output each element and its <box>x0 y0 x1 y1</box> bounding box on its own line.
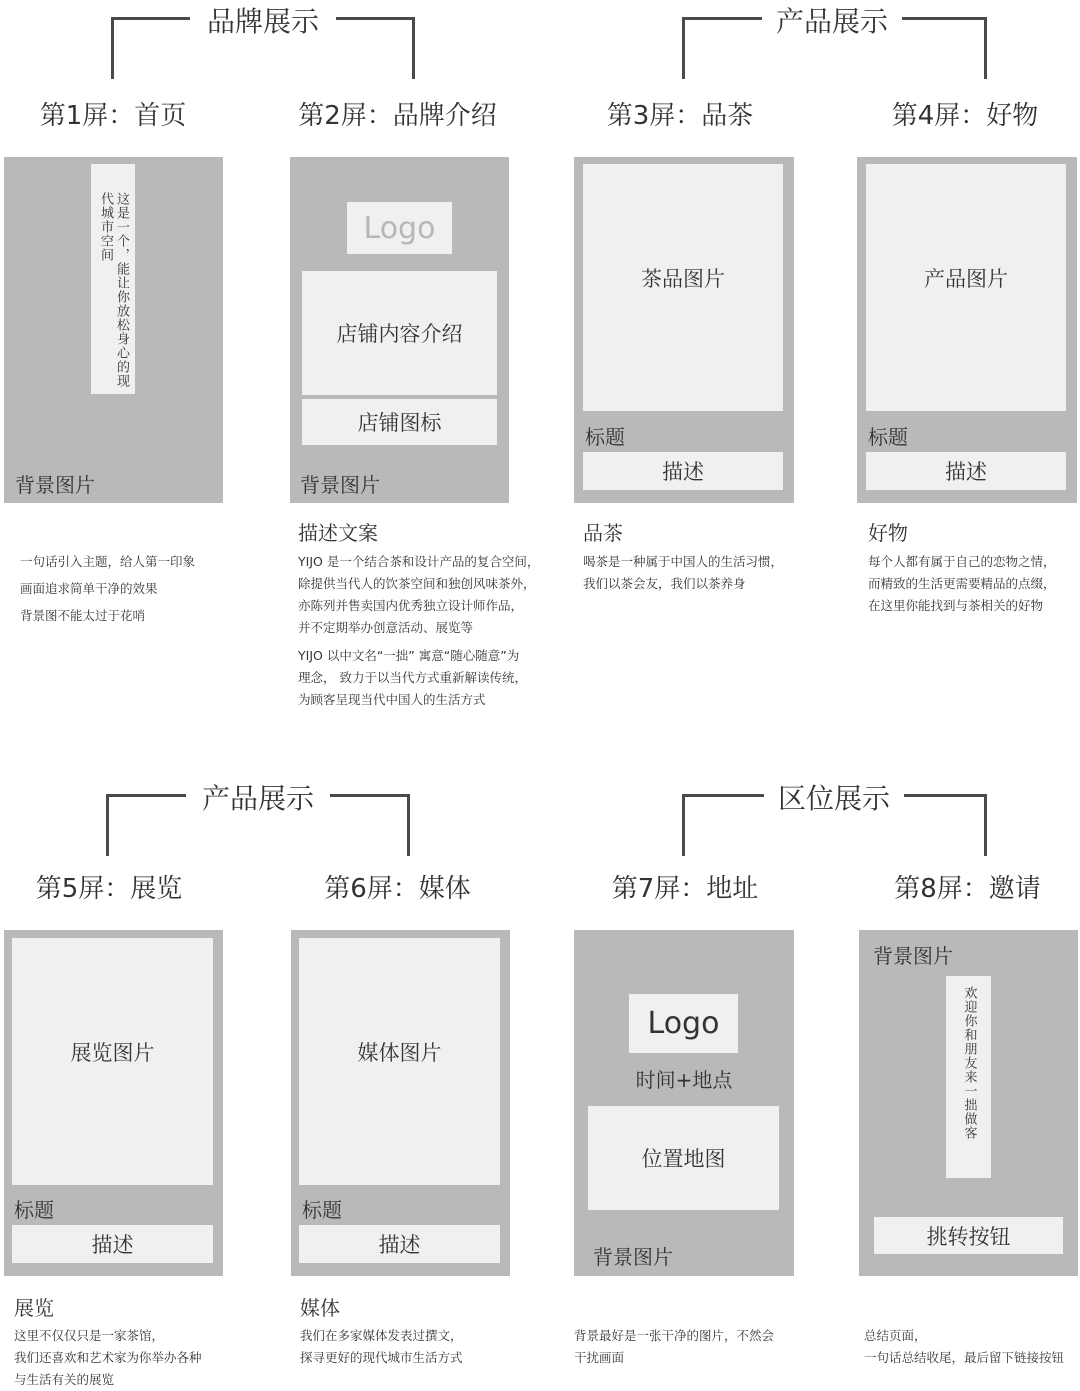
screen-3-description <box>583 551 783 595</box>
screen-6-caption: 媒体 <box>300 1296 340 1320</box>
screen-8-title: 第8屏：邀请 <box>894 874 1041 904</box>
screen-7-logo-panel <box>629 994 738 1053</box>
screen-7-time-place: 时间+地点 <box>635 1068 733 1092</box>
screen-6-mockup <box>291 930 510 1276</box>
group-title-product-top: 产品展示 <box>775 5 888 38</box>
screen-5-mockup <box>4 930 223 1276</box>
group-title-product-bottom: 产品展示 <box>201 782 314 815</box>
screen-8-vertical-text: 欢迎你和朋友来一拙做客 <box>961 986 977 1140</box>
screen-7-desc-line: 干扰画面 <box>574 1350 625 1365</box>
screen-1-desc-line: 一句话引入主题，给人第一印象 <box>20 554 196 569</box>
screen-3-mockup <box>574 157 794 503</box>
screen-1-desc-line: 画面追求简单干净的效果 <box>20 581 158 596</box>
screen-2-bg-label: 背景图片 <box>300 473 380 497</box>
screen-7-mockup <box>574 930 794 1276</box>
screen-4-mockup <box>857 157 1077 503</box>
screen-1-bg-label: 背景图片 <box>15 473 95 497</box>
screen-2-icon-panel: 店铺图标 <box>302 399 497 445</box>
screen-5-desc-line: 这里不仅仅只是一家茶馆， <box>14 1328 165 1343</box>
screen-8-text-panel <box>946 976 991 1178</box>
screen-1-text-panel <box>91 164 135 394</box>
screen-7-title: 第7屏：地址 <box>611 874 759 904</box>
screen-2-desc-line: 理念， 致力于以当代方式重新解读传统， <box>298 670 527 685</box>
screen-4-heading-label: 标题 <box>868 425 908 449</box>
screen-2-caption: 描述文案 <box>298 521 378 545</box>
screen-8-button-panel: 挑转按钮 <box>874 1217 1063 1254</box>
screen-3-caption: 品茶 <box>583 521 623 545</box>
screen-4-image-panel: 产品图片 <box>866 164 1066 411</box>
screen-7-logo: Logo <box>647 1006 720 1041</box>
screen-6-desc-line: 探寻更好的现代城市生活方式 <box>300 1350 463 1365</box>
group-title-location: 区位展示 <box>777 782 890 815</box>
screen-2-desc-line: 为顾客呈现当代中国人的生活方式 <box>298 692 486 707</box>
screen-4-desc-line: 每个人都有属于自己的恋物之情， <box>868 554 1056 569</box>
screen-1-mockup <box>4 157 223 503</box>
screen-8-desc-line: 总结页面， <box>864 1328 927 1343</box>
screen-6-heading-label: 标题 <box>302 1198 342 1222</box>
screen-1-vertical-text: 这是一个，能让你放松身心的现代城市空间 <box>98 192 129 388</box>
screen-7-description <box>574 1325 774 1369</box>
screen-3-title: 第3屏：品茶 <box>606 101 754 131</box>
screen-8-bg-label: 背景图片 <box>873 944 953 968</box>
screen-6-description <box>300 1325 463 1369</box>
screen-3-desc-panel: 描述 <box>583 452 783 490</box>
screen-4-caption: 好物 <box>868 521 908 545</box>
screen-4-title: 第4屏：好物 <box>891 101 1039 131</box>
screen-2-content-panel: 店铺内容介绍 <box>302 271 497 395</box>
screen-6-desc-panel: 描述 <box>299 1225 500 1263</box>
screen-2-desc-line: YIJO 以中文名“一拙” 寓意“随心随意”为 <box>298 648 520 663</box>
screen-3-desc-line: 我们以茶会友，我们以茶养身 <box>583 576 746 591</box>
screen-6-image-panel: 媒体图片 <box>299 938 500 1185</box>
screen-3-image-panel: 茶品图片 <box>583 164 783 411</box>
screen-2-mockup <box>290 157 509 503</box>
screen-2-desc-line: 亦陈列并售卖国内优秀独立设计师作品， <box>298 598 524 613</box>
screen-1-desc-line: 背景图不能太过于花哨 <box>20 608 146 623</box>
screen-4-desc-line: 而精致的生活更需要精品的点缀， <box>868 576 1056 591</box>
screen-3-desc-line: 喝茶是一种属于中国人的生活习惯， <box>583 554 784 569</box>
screen-8-desc-line: 一句话总结收尾，最后留下链接按钮 <box>864 1350 1065 1365</box>
screen-7-map-panel: 位置地图 <box>588 1106 779 1210</box>
screen-3-heading-label: 标题 <box>585 425 625 449</box>
screen-6-desc-line: 我们在多家媒体发表过撰文， <box>300 1328 463 1343</box>
screen-5-title: 第5屏：展览 <box>35 874 183 904</box>
screen-1-title: 第1屏：首页 <box>39 101 187 131</box>
screen-4-description <box>868 551 1056 617</box>
screen-5-desc-panel: 描述 <box>12 1225 213 1263</box>
screen-8-description <box>864 1325 1064 1369</box>
screen-2-desc-line: 并不定期举办创意活动、展览等 <box>298 620 474 635</box>
group-title-brand: 品牌展示 <box>206 5 319 38</box>
screen-2-desc-line: 除提供当代人的饮茶空间和独创风味茶外， <box>298 576 536 591</box>
screen-5-description <box>14 1325 202 1391</box>
screen-2-description <box>298 551 539 711</box>
screen-2-logo-panel <box>347 202 452 254</box>
screen-5-heading-label: 标题 <box>14 1198 54 1222</box>
screen-2-logo: Logo <box>363 210 436 246</box>
screen-5-desc-line: 与生活有关的展览 <box>14 1372 115 1387</box>
screen-5-desc-line: 我们还喜欢和艺术家为你举办各种 <box>14 1350 202 1365</box>
screen-6-title: 第6屏：媒体 <box>324 874 471 904</box>
screen-1-description <box>20 551 195 627</box>
screen-4-desc-line: 在这里你能找到与茶相关的好物 <box>868 598 1044 613</box>
screen-8-mockup <box>859 930 1078 1276</box>
screen-2-title: 第2屏：品牌介绍 <box>298 101 497 131</box>
screen-7-bg-label: 背景图片 <box>593 1245 673 1269</box>
screen-2-desc-line: YIJO 是一个结合茶和设计产品的复合空间， <box>298 554 540 569</box>
screen-5-caption: 展览 <box>14 1296 54 1320</box>
screen-5-image-panel: 展览图片 <box>12 938 213 1185</box>
screen-4-desc-panel: 描述 <box>866 452 1066 490</box>
screen-7-desc-line: 背景最好是一张干净的图片，不然会 <box>574 1328 775 1343</box>
